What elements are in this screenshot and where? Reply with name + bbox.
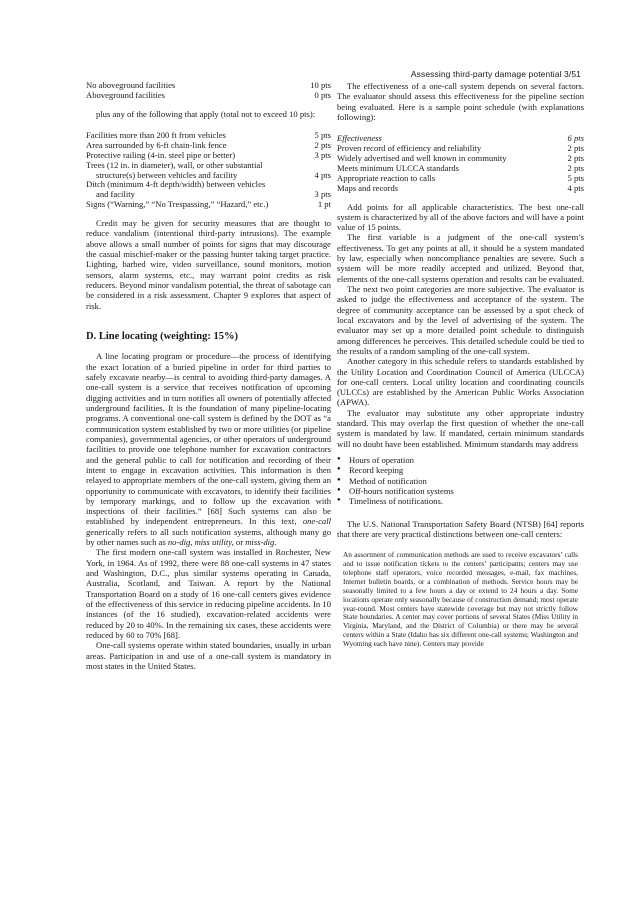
list-item: ● Record keeping	[337, 465, 584, 475]
facilities-table	[86, 81, 331, 101]
effectiveness-label: Effectiveness	[337, 133, 382, 144]
list-item: ● Method of notification	[337, 476, 584, 486]
row-label: Aboveground facilities	[86, 89, 165, 100]
row-label: Protective railing (4-in. steel pipe or better)	[86, 149, 236, 160]
table-row	[337, 184, 584, 194]
intro-paragraph: The effectiveness of a one-call system depends on several factors. The evaluator should assess this effectiveness for the pipeline section being evaluated. Here is a sample point schedule (with explanations following):	[337, 81, 584, 122]
row-points: 3 pts	[314, 149, 331, 160]
emphasis-text: one-call	[302, 516, 331, 527]
running-header: Assessing third-party damage potential 3/51	[410, 69, 581, 79]
list-item: ● Off-hours notification systems	[337, 486, 584, 496]
credit-paragraph: Credit may be given for security measures that are thought to reduce vandalism (intentional third-party intrusions). The example above allows a small number of points for signs that may discourage the casual mischief-maker or the passing hunter taking target practice. Lighting, barbed wire, video surveillance, sound monitors, motion sensors, alarm systems, etc., may warrant point credits as risk reducers. Beyond minor vandalism potential, the threat of sabotage can be considered in a risk assessment. Chapter 9 explores that aspect of risk.	[86, 218, 331, 311]
emphasis-text: miss-dig.	[245, 537, 277, 548]
row-label: Appropriate reaction to calls	[337, 172, 436, 183]
row-points: 2 pts	[567, 162, 584, 173]
row-points: 5 pts	[314, 130, 331, 141]
block-quote	[337, 551, 584, 649]
effectiveness-table	[337, 134, 584, 193]
list-item: ● Hours of operation	[337, 455, 584, 465]
effectiveness-points: 6 pts	[567, 133, 584, 144]
right-column	[337, 81, 584, 649]
row-points: 5 pts	[567, 172, 584, 183]
row-label: and facility	[96, 189, 135, 200]
left-column	[86, 81, 331, 671]
row-points: 0 pts	[314, 89, 331, 100]
row-points: 4 pts	[314, 169, 331, 180]
row-label: Facilities more than 200 ft from vehicles	[86, 130, 226, 141]
ntsb-paragraph: The U.S. National Transportation Safety Board (NTSB) [64] reports that there are very practical distinctions between one-call centers:	[337, 518, 584, 539]
row-label: Trees (12 in. in diameter), wall, or other substantial	[86, 159, 263, 170]
paragraph-text: A line locating program or procedure—the process of identifying the exact location of a buried pipeline in order for third parties to safely excavate nearby—is central to avoiding third-party damages. A one-call system is a service that receives notification of upcoming digging activities and in turn notifies all owners of potentially affected underground facilities. It is the foundation of many pipeline-locating programs. A conventional one-call system is defined by the DOT as “a communication system established by two or more utilities (or pipeline companies), governmental agencies, or other operators of underground facilities to provide one telephone number for excavation contractors and the general public to call for notification and recording of their intent to engage in excavation activities. This information is then relayed to appropriate members of the one-call system, giving them an opportunity to communicate with excavators, to identify their facilities by temporary markings, and to follow up the excavation with inspections of their facilities.” [68] Such systems can also be established by independent entrepreneurs. In this text,	[86, 351, 331, 527]
row-label: Ditch (minimum 4-ft depth/width) between vehicles	[86, 179, 266, 190]
quote-text: An assortment of communication methods are used to receive excavators’ calls and to issue notification tickets to the centers’ participants; centers may use telephone staff operators, voice recorded messages, e-mail, fax machines, Internet bulletin boards, or a combination of methods. Service hours may be seasonally limited to a few hours a day or extend to 24 hours a day. Some locations operate only seasonally because of construction demand; most operate year-round. Most centers have statewide coverage but may not strictly follow State boundaries. A center may cover portions of several States (Miss Utility in Virginia, Maryland, and the District of Columbia) or there may be several centers within a State (Idaho has six different one-call systems; Washington and Wyoming each have nine). Centers may provide	[343, 550, 578, 649]
section-title: D. Line locating (weighting: 15%)	[86, 330, 238, 342]
next-categories-paragraph: The next two point categories are more subjective. The evaluator is asked to judge the effectiveness and acceptance of the system. The degree of community acceptance can be assessed by a spot check of local excavators and by the level of advertising of the system. The evaluator may set up a more detailed point schedule to distinguish among differences he perceives. This detailed schedule could be tied to the results of a random sampling of the one-call system.	[337, 284, 584, 356]
table-row	[86, 91, 331, 101]
standards-paragraph: Another category in this schedule refers to standards established by the Utility Location and Coordination Council of America (ULCCA) for one-call centers. Local utility location and coordinating councils (ULCCs) are established by the American Public Works Association (APWA).	[337, 356, 584, 408]
row-label: Proven record of efficiency and reliability	[337, 143, 482, 154]
security-table	[86, 131, 331, 210]
row-points: 4 pts	[567, 182, 584, 193]
paragraph-text: generically refers to all such notification systems, although many go by other names such as	[86, 526, 331, 548]
row-points: 3 pts	[314, 189, 331, 200]
emphasis-text: no-dig, miss utility,	[167, 537, 234, 548]
row-label: Area surrounded by 6-ft chain-link fence	[86, 139, 227, 150]
first-variable-paragraph: The first variable is a judgment of the one-call system’s effectiveness. To get any points at all, it should be a system mandated by law, especially when noncompliance penalties are severe. Such a system will be more readily accepted and utilized. Beyond that, elements of the one-call systems operation and results can be evaluated.	[337, 232, 584, 284]
row-label: Meets minimum ULCCA standards	[337, 162, 459, 173]
line-locating-paragraph	[86, 351, 331, 547]
row-label: Signs (“Warning,” “No Trespassing,” “Hazard,” etc.)	[86, 199, 269, 210]
row-points: 2 pts	[567, 143, 584, 154]
evaluator-paragraph: The evaluator may substitute any other appropriate industry standard. This may overlap the first question of whether the one-call system is mandated by law. If mandated, certain minimum standards will no doubt have been established. Minimum standards may address	[337, 407, 584, 449]
list-item: ● Timeliness of notifications.	[337, 496, 584, 506]
boundaries-paragraph: One-call systems operate within stated boundaries, usually in urban areas. Participation in and use of a one-call system is mandatory in most states in the United States.	[86, 640, 331, 671]
row-label: structure(s) between vehicles and facility	[96, 169, 238, 180]
row-points: 2 pts	[567, 153, 584, 163]
history-paragraph: The first modern one-call system was installed in Rochester, New York, in 1964. As of 1992, there were 88 one-call systems in 47 states and Washington, D.C., plus similar systems operating in Canada, Australia, Scotland, and Taiwan. A report by the National Transportation Board on a study of 16 one-call centers gives evidence of the effectiveness of this service in reducing pipeline accidents. In 10 instances (of the 16 studied), excavation-related accidents were reduced by 20 to 40%. In the remaining six cases, these accidents were reduced by 60 to 70% [68].	[86, 547, 331, 640]
paragraph-text: or	[233, 537, 246, 548]
row-points: 1 pt	[317, 199, 331, 210]
row-label: No aboveground facilities	[86, 80, 176, 90]
row-label: Widely advertised and well known in community	[337, 153, 507, 163]
plus-text: plus any of the following that apply (total not to exceed 10 pts):	[96, 108, 316, 119]
add-points-paragraph: Add points for all applicable characteristics. The best one-call system is characterized by all of the above factors and will have a point value of 15 points.	[337, 201, 584, 233]
table-row	[86, 200, 331, 210]
row-points: 2 pts	[314, 139, 331, 150]
row-points: 10 pts	[310, 80, 331, 90]
standards-list	[337, 455, 584, 507]
row-label: Maps and records	[337, 182, 399, 193]
